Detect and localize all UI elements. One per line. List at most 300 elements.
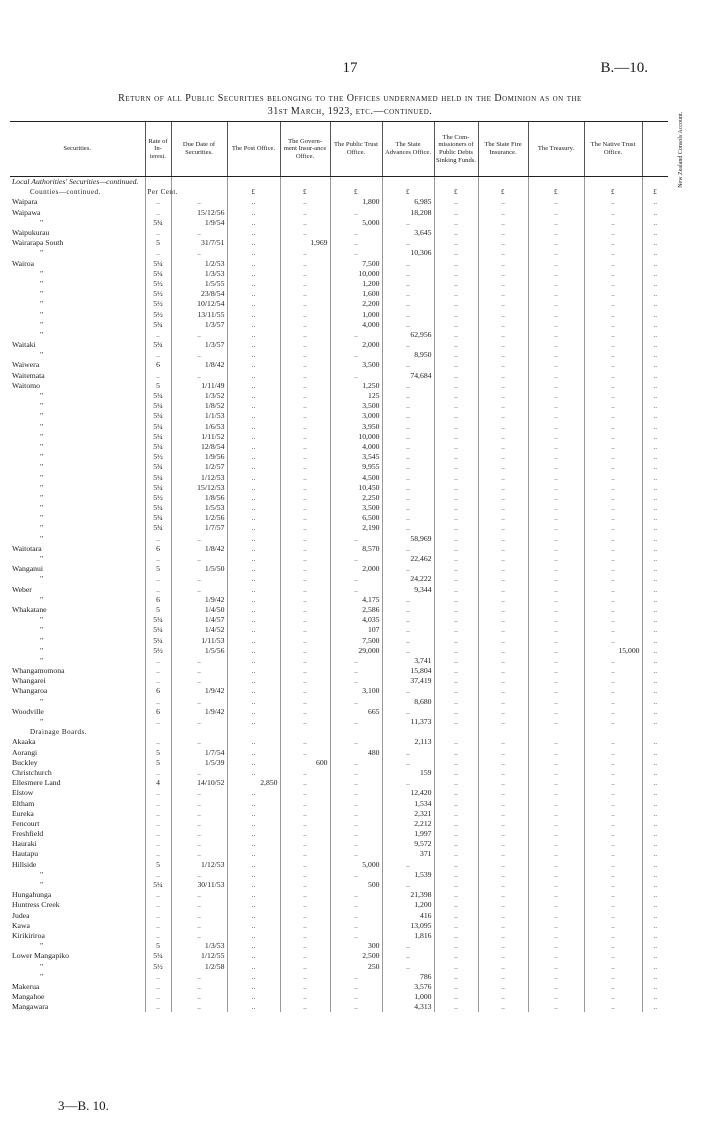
cell: 5 (145, 238, 171, 248)
cell: .. (171, 839, 227, 849)
cell: .. (434, 931, 478, 941)
col-state-fire: The State Fire Insurance. (478, 122, 528, 177)
cell: .. (280, 320, 330, 330)
table-row (10, 259, 668, 269)
cell: 107 (330, 625, 382, 635)
cell: .. (478, 401, 528, 411)
cell: .. (528, 269, 584, 279)
cell: .. (528, 860, 584, 870)
cell: .. (528, 707, 584, 717)
cell: .. (145, 890, 171, 900)
cell: 5¾ (145, 340, 171, 350)
cell: 5¾ (145, 523, 171, 533)
cell: .. (584, 391, 642, 401)
cell: .. (434, 778, 478, 788)
cell: .. (478, 625, 528, 635)
cell: .. (584, 788, 642, 798)
cell: 15/12/53 (171, 483, 227, 493)
table-row (10, 472, 668, 482)
cell: .. (227, 493, 280, 503)
cell: .. (528, 228, 584, 238)
cell: .. (330, 809, 382, 819)
cell: .. (227, 992, 280, 1002)
cell: 13/11/55 (171, 309, 227, 319)
cell: .. (227, 717, 280, 727)
cell: .. (528, 340, 584, 350)
cell: .. (227, 422, 280, 432)
cell: 5 (145, 748, 171, 758)
cell: .. (280, 452, 330, 462)
cell: .. (528, 676, 584, 686)
cell: .. (330, 697, 382, 707)
cell: .. (528, 788, 584, 798)
cell: .. (227, 503, 280, 513)
cell: .. (478, 523, 528, 533)
cell: .. (478, 748, 528, 758)
cell: .. (145, 931, 171, 941)
cell: .. (171, 350, 227, 360)
table-row (10, 656, 668, 666)
section-label: Drainage Boards. (30, 728, 87, 737)
cell: .. (528, 635, 584, 645)
cell: 1/4/57 (171, 615, 227, 625)
cell: 13,095 (382, 921, 434, 931)
table-row (10, 391, 668, 401)
cell: .. (584, 462, 642, 472)
col-rate: Rate of In-terest. (145, 122, 171, 177)
cell: .. (227, 197, 280, 207)
cell: .. (478, 259, 528, 269)
cell: 15/12/56 (171, 208, 227, 218)
cell: .. (145, 809, 171, 819)
cell: .. (478, 788, 528, 798)
cell: .. (478, 707, 528, 717)
cell: .. (280, 615, 330, 625)
cell: .. (584, 381, 642, 391)
cell: .. (227, 340, 280, 350)
cell: .. (584, 197, 642, 207)
cell: .. (642, 697, 668, 707)
cell: .. (528, 197, 584, 207)
cell: 7,500 (330, 259, 382, 269)
cell: .. (528, 381, 584, 391)
cell: .. (584, 707, 642, 717)
cell: 5¼ (145, 442, 171, 452)
cell: .. (227, 921, 280, 931)
cell: .. (227, 788, 280, 798)
cell: .. (478, 340, 528, 350)
cell: .. (478, 269, 528, 279)
cell: 12/8/54 (171, 442, 227, 452)
cell: .. (434, 697, 478, 707)
security-name: Buckley (12, 757, 38, 767)
cell: .. (434, 442, 478, 452)
cell: .. (584, 666, 642, 676)
cell: .. (584, 1002, 642, 1012)
cell: .. (642, 340, 668, 350)
cell: .. (478, 472, 528, 482)
cell: 5¼ (145, 422, 171, 432)
cell: .. (330, 1002, 382, 1012)
cell: 3,950 (330, 422, 382, 432)
cell: .. (280, 279, 330, 289)
table-row (10, 442, 668, 452)
cell: 5,000 (330, 860, 382, 870)
cell: .. (642, 452, 668, 462)
cell: 250 (330, 961, 382, 971)
cell: 1,200 (382, 900, 434, 910)
cell: 1/3/52 (171, 391, 227, 401)
security-name: Huntress Creek (12, 900, 60, 910)
cell: 5¼ (145, 951, 171, 961)
table-row (10, 350, 668, 360)
security-name: " (40, 248, 44, 258)
cell: .. (280, 595, 330, 605)
cell: .. (528, 493, 584, 503)
cell: .. (227, 513, 280, 523)
cell: .. (171, 768, 227, 778)
cell: .. (227, 707, 280, 717)
cell: 1/12/55 (171, 951, 227, 961)
cell: .. (478, 350, 528, 360)
cell: .. (434, 462, 478, 472)
cell: .. (642, 880, 668, 890)
cell: .. (642, 585, 668, 595)
cell: .. (227, 1002, 280, 1012)
col-public-trust: The Public Trust Office. (330, 122, 382, 177)
cell: .. (642, 523, 668, 533)
cell: 1/11/52 (171, 432, 227, 442)
cell: 3,645 (382, 228, 434, 238)
table-row (10, 768, 668, 778)
table-row (10, 849, 668, 859)
section-label: Local Authorities' Securities—continued. (12, 177, 139, 187)
cell: .. (434, 503, 478, 513)
cell: .. (280, 503, 330, 513)
cell: .. (227, 605, 280, 615)
cell: .. (434, 676, 478, 686)
table-row (10, 534, 668, 544)
cell: .. (478, 513, 528, 523)
cell: .. (478, 452, 528, 462)
header-row (10, 122, 668, 177)
cell: 1/11/49 (171, 381, 227, 391)
cell: .. (434, 513, 478, 523)
cell: .. (280, 472, 330, 482)
cell: .. (528, 513, 584, 523)
cell: .. (145, 737, 171, 747)
cell: 1,534 (382, 798, 434, 808)
cell: 5¾ (145, 218, 171, 228)
document-reference: B.—10. (600, 60, 648, 76)
table-row (10, 523, 668, 533)
cell: 5¼ (145, 880, 171, 890)
cell: .. (280, 350, 330, 360)
cell: .. (434, 605, 478, 615)
cell: .. (528, 595, 584, 605)
cell: .. (434, 279, 478, 289)
cell: .. (434, 208, 478, 218)
cell: .. (584, 819, 642, 829)
cell: .. (528, 768, 584, 778)
cell: .. (584, 890, 642, 900)
col-due-date: Due Date of Securities. (171, 122, 227, 177)
cell: .. (584, 911, 642, 921)
cell: .. (528, 391, 584, 401)
cell: .. (382, 309, 434, 319)
cell: .. (642, 890, 668, 900)
cell: .. (478, 921, 528, 931)
cell: 5½ (145, 309, 171, 319)
cell: .. (642, 748, 668, 758)
cell: .. (330, 350, 382, 360)
cell: .. (584, 982, 642, 992)
cell: .. (528, 452, 584, 462)
cell: .. (145, 197, 171, 207)
cell: .. (227, 860, 280, 870)
cell: .. (227, 574, 280, 584)
cell: .. (642, 951, 668, 961)
cell: .. (434, 585, 478, 595)
security-name: Freshfield (12, 829, 44, 839)
cell: .. (382, 625, 434, 635)
cell: 1/2/57 (171, 462, 227, 472)
cell: .. (280, 911, 330, 921)
cell: .. (584, 218, 642, 228)
cell: 1,997 (382, 829, 434, 839)
title-line-1: Return of all Public Securities belonging to the Offices undernamed held in the Dominion as on the (118, 93, 582, 104)
cell: 1,250 (330, 381, 382, 391)
cell: .. (478, 972, 528, 982)
cell: .. (382, 941, 434, 951)
cell: .. (227, 309, 280, 319)
cell: .. (280, 992, 330, 1002)
cell: .. (478, 941, 528, 951)
cell: .. (478, 646, 528, 656)
security-name: Mangawara (12, 1002, 49, 1012)
unit-money: £ (330, 187, 382, 197)
cell: .. (280, 870, 330, 880)
cell: .. (478, 279, 528, 289)
cell: .. (382, 381, 434, 391)
cell: .. (382, 860, 434, 870)
cell: .. (227, 462, 280, 472)
cell: .. (478, 299, 528, 309)
cell: .. (434, 472, 478, 482)
table-row (10, 371, 668, 381)
cell: .. (280, 941, 330, 951)
table-row (10, 340, 668, 350)
cell: .. (528, 717, 584, 727)
cell: .. (528, 697, 584, 707)
page-number: 17 (342, 60, 358, 76)
cell: .. (528, 982, 584, 992)
cell: .. (171, 737, 227, 747)
cell: .. (280, 1002, 330, 1012)
cell: .. (227, 330, 280, 340)
security-name: Waitotara (12, 543, 42, 553)
cell: .. (434, 961, 478, 971)
cell: 1,539 (382, 870, 434, 880)
cell: .. (528, 360, 584, 370)
unit-money: £ (584, 187, 642, 197)
cell: .. (642, 248, 668, 258)
cell: 1/11/53 (171, 635, 227, 645)
cell: .. (227, 350, 280, 360)
cell: .. (280, 493, 330, 503)
cell: .. (642, 238, 668, 248)
table-row (10, 381, 668, 391)
table-row (10, 564, 668, 574)
cell: .. (227, 320, 280, 330)
cell: .. (584, 635, 642, 645)
cell: .. (227, 625, 280, 635)
cell: .. (478, 666, 528, 676)
cell: .. (584, 513, 642, 523)
cell: .. (642, 737, 668, 747)
table-row (10, 860, 668, 870)
cell: .. (171, 656, 227, 666)
security-name: Kawa (12, 920, 30, 930)
cell: .. (330, 839, 382, 849)
cell: 1/2/58 (171, 961, 227, 971)
cell: .. (584, 503, 642, 513)
security-name: " (40, 696, 44, 706)
table-row (10, 666, 668, 676)
cell: .. (642, 809, 668, 819)
cell: .. (280, 544, 330, 554)
cell: .. (171, 809, 227, 819)
table-row (10, 798, 668, 808)
cell: 2,000 (330, 564, 382, 574)
cell: .. (478, 982, 528, 992)
cell: .. (145, 839, 171, 849)
cell: .. (642, 921, 668, 931)
security-name: " (40, 217, 44, 227)
cell: .. (642, 309, 668, 319)
cell: .. (584, 961, 642, 971)
section-drainage-boards (10, 727, 668, 737)
table-row (10, 493, 668, 503)
cell: 30/11/53 (171, 880, 227, 890)
cell: .. (478, 829, 528, 839)
cell: .. (642, 411, 668, 421)
cell: .. (171, 676, 227, 686)
cell: .. (280, 330, 330, 340)
table-row (10, 911, 668, 921)
table-row (10, 951, 668, 961)
cell: .. (145, 666, 171, 676)
cell: .. (171, 982, 227, 992)
cell: .. (642, 819, 668, 829)
cell: 1/8/56 (171, 493, 227, 503)
cell: .. (584, 880, 642, 890)
cell: .. (434, 228, 478, 238)
cell: .. (145, 574, 171, 584)
table-row (10, 697, 668, 707)
cell: 10,306 (382, 248, 434, 258)
cell: .. (584, 269, 642, 279)
cell: .. (584, 931, 642, 941)
cell: .. (478, 411, 528, 421)
cell: 3,500 (330, 401, 382, 411)
cell: .. (584, 228, 642, 238)
cell: .. (528, 320, 584, 330)
cell: .. (280, 972, 330, 982)
cell: .. (584, 748, 642, 758)
cell: .. (280, 676, 330, 686)
cell: .. (434, 870, 478, 880)
cell: .. (528, 371, 584, 381)
cell: .. (642, 564, 668, 574)
cell: .. (528, 758, 584, 768)
table-row (10, 778, 668, 788)
cell: .. (434, 900, 478, 910)
cell: .. (227, 238, 280, 248)
cell: 3,500 (330, 360, 382, 370)
cell: .. (642, 432, 668, 442)
cell: .. (227, 900, 280, 910)
security-name: " (40, 431, 44, 441)
cell: .. (227, 890, 280, 900)
cell: .. (584, 585, 642, 595)
cell: .. (528, 248, 584, 258)
cell: .. (478, 218, 528, 228)
cell: .. (280, 432, 330, 442)
cell: .. (330, 737, 382, 747)
cell: .. (280, 411, 330, 421)
cell: .. (584, 238, 642, 248)
cell: .. (528, 462, 584, 472)
cell: .. (642, 360, 668, 370)
cell: .. (528, 309, 584, 319)
cell: 8,680 (382, 697, 434, 707)
cell: .. (434, 483, 478, 493)
cell: .. (145, 972, 171, 982)
cell: 6 (145, 360, 171, 370)
security-name: Wairarapa South (12, 238, 64, 248)
cell: 5¾ (145, 462, 171, 472)
cell: .. (382, 758, 434, 768)
cell: .. (171, 697, 227, 707)
table-row (10, 961, 668, 971)
cell: .. (478, 911, 528, 921)
cell: .. (434, 717, 478, 727)
security-name: Hillside (12, 859, 37, 869)
cell: .. (280, 860, 330, 870)
cell: .. (642, 961, 668, 971)
cell: .. (642, 462, 668, 472)
cell: .. (434, 574, 478, 584)
cell: 1/5/39 (171, 758, 227, 768)
security-name: " (40, 421, 44, 431)
cell: 2,321 (382, 809, 434, 819)
cell: .. (642, 931, 668, 941)
cell: .. (145, 870, 171, 880)
cell: .. (528, 299, 584, 309)
cell: .. (642, 269, 668, 279)
security-name: " (40, 309, 44, 319)
cell: .. (382, 523, 434, 533)
table-row (10, 238, 668, 248)
cell: 1,000 (382, 992, 434, 1002)
cell: .. (642, 798, 668, 808)
cell: 3,100 (330, 686, 382, 696)
cell: .. (434, 819, 478, 829)
cell: .. (642, 442, 668, 452)
cell: 1/3/53 (171, 269, 227, 279)
cell: .. (330, 819, 382, 829)
